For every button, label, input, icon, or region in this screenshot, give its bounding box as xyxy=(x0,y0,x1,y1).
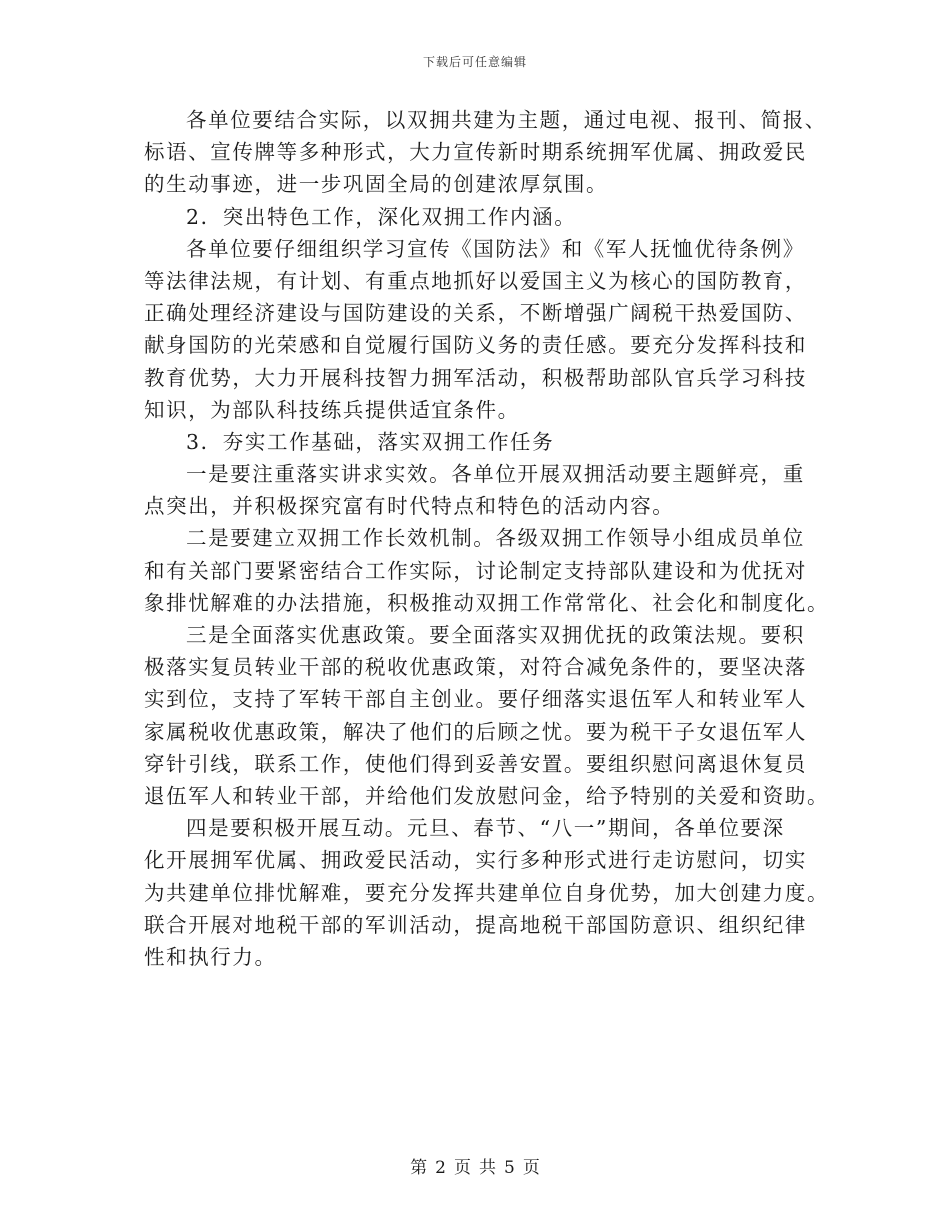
text-line: 献身国防的光荣感和自觉履行国防义务的责任感。要充分发挥科技和 xyxy=(144,333,807,358)
text-line: 为共建单位排忧解难，要充分发挥共建单位自身优势，加大创建力度。 xyxy=(144,880,830,905)
text-line: 和有关部门要紧密结合工作实际，讨论制定支持部队建设和为优抚对 xyxy=(144,558,807,583)
footer-page-unit: 页 xyxy=(454,1158,471,1178)
text-line: 实到位，支持了军转干部自主创业。要仔细落实退伍军人和转业军人 xyxy=(144,687,807,712)
text-line: 各单位要结合实际，以双拥共建为主题，通过电视、报刊、简报、 xyxy=(186,108,827,132)
text-line: 极落实复员转业干部的税收优惠政策，对符合减免条件的，要坚决落 xyxy=(144,655,807,680)
text-line: 等法律法规，有计划、有重点地抓好以爱国主义为核心的国防教育， xyxy=(144,268,807,293)
text-line: 三是全面落实优惠政策。要全面落实双拥优抚的政策法规。要积 xyxy=(186,623,805,647)
page-header: 下载后可任意编辑 xyxy=(422,55,527,69)
text-line: 3．夯实工作基础，落实双拥工作任务 xyxy=(186,429,555,454)
text-line: 知识，为部队科技练兵提供适宜条件。 xyxy=(144,397,520,422)
text-line: 化开展拥军优属、拥政爱民活动，实行多种形式进行走访慰问，切实 xyxy=(144,848,807,873)
total-page-count: 5 xyxy=(504,1158,515,1178)
document-body xyxy=(144,104,830,973)
text-line: 点突出，并积极探究富有时代特点和特色的活动内容。 xyxy=(144,494,675,519)
text-line: 退伍军人和转业干部，并给他们发放慰问金，给予特别的关爱和资助。 xyxy=(144,783,830,808)
current-page-number: 2 xyxy=(435,1158,446,1178)
text-line: 正确处理经济建设与国防建设的关系，不断增强广阔税干热爱国防、 xyxy=(144,301,807,326)
text-line: 2．突出特色工作，深化双拥工作内涵。 xyxy=(186,204,577,229)
text-line: 标语、宣传牌等多种形式，大力宣传新时期系统拥军优属、拥政爱民 xyxy=(144,140,807,165)
footer-prefix: 第 xyxy=(410,1158,428,1178)
footer-suffix: 页 xyxy=(522,1158,540,1178)
text-line: 一是要注重落实讲求实效。各单位开展双拥活动要主题鲜亮，重 xyxy=(186,462,805,487)
text-line: 四是要积极开展互动。元旦、春节、“八一”期间，各单位要深 xyxy=(186,816,785,841)
text-line: 象排忧解难的办法措施，积极推动双拥工作常常化、社会化和制度化。 xyxy=(144,590,830,615)
text-line: 性和执行力。 xyxy=(144,944,277,969)
text-line: 教育优势，大力开展科技智力拥军活动，积极帮助部队官兵学习科技 xyxy=(144,365,807,390)
page-footer xyxy=(0,1153,950,1178)
text-line: 家属税收优惠政策，解决了他们的后顾之忧。要为税干子女退伍军人 xyxy=(144,719,807,744)
text-line: 穿针引线，联系工作，使他们得到妥善安置。要组织慰问离退休复员 xyxy=(144,751,807,776)
text-line: 各单位要仔细组织学习宣传《国防法》和《军人抚恤优待条例》 xyxy=(186,236,805,261)
footer-total-label: 共 xyxy=(479,1158,496,1178)
text-line: 二是要建立双拥工作长效机制。各级双拥工作领导小组成员单位 xyxy=(186,526,805,551)
text-line: 联合开展对地税干部的军训活动，提高地税干部国防意识、组织纪律 xyxy=(144,912,807,937)
text-line: 的生动事迹，进一步巩固全局的创建浓厚氛围。 xyxy=(144,172,609,197)
